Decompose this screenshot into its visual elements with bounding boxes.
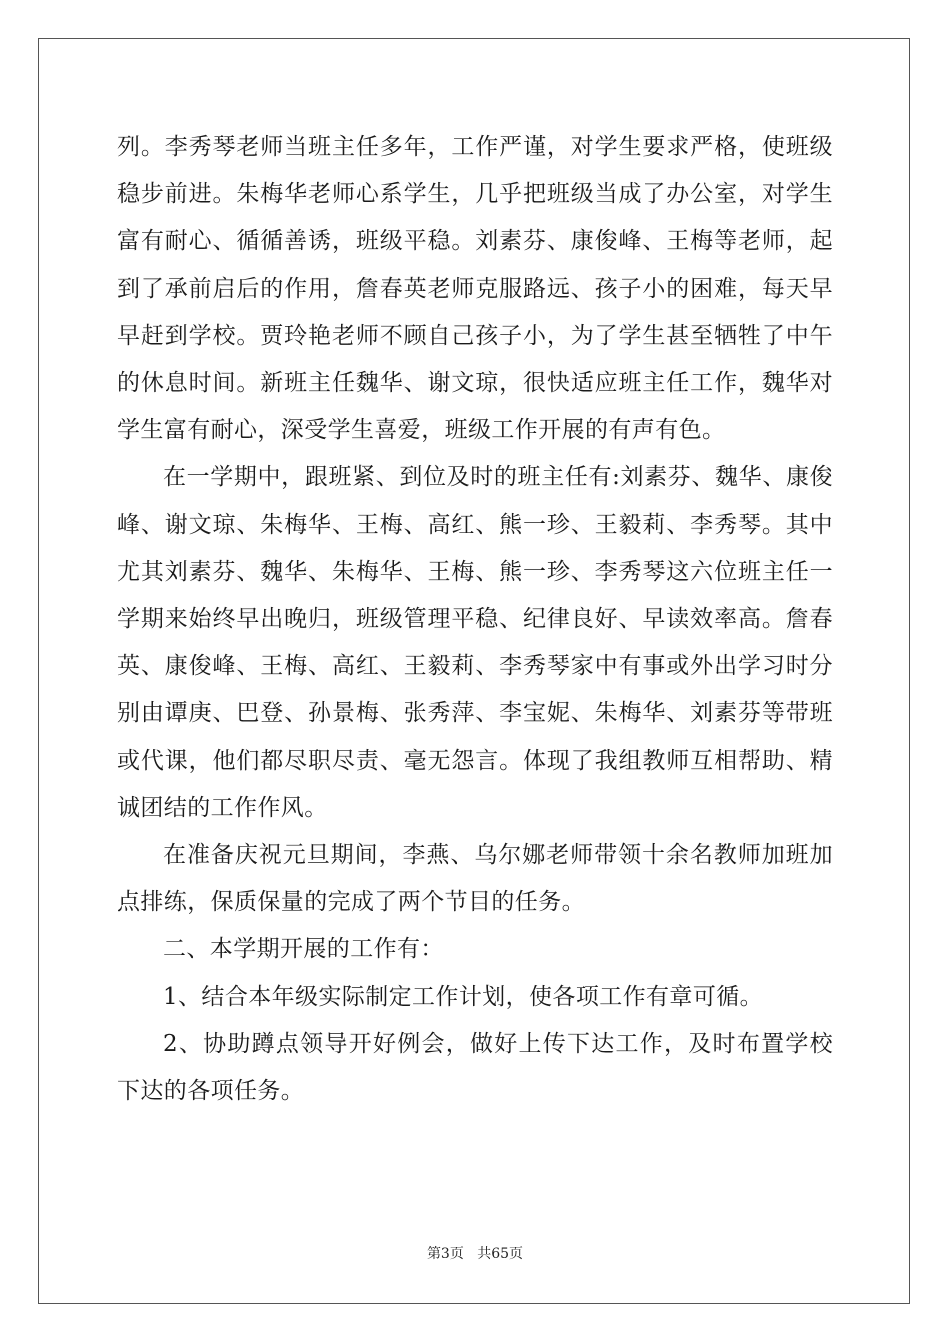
paragraph-3: 在准备庆祝元旦期间，李燕、乌尔娜老师带领十余名教师加班加点排练，保质保量的完成了两个节目的任务。 [117,842,833,916]
document-body [117,124,833,1115]
page-total: 共65页 [477,1246,524,1262]
section-heading: 二、本学期开展的工作有： [163,936,444,963]
page-number: 第3页 [426,1246,464,1262]
paragraph-2: 在一学期中，跟班紧、到位及时的班主任有:刘素芬、魏华、康俊峰、谢文琼、朱梅华、王梅、高红、熊一珍、王毅莉、李秀琴。其中尤其刘素芬、魏华、朱梅华、王梅、熊一珍、李秀琴这六位班主任一学期来始终早出晚归，班级管理平稳、纪律良好、早读效率高。詹春英、康俊峰、王梅、高红、王毅莉、李秀琴家中有事或外出学习时分别由谭庚、巴登、孙景梅、张秀萍、李宝妮、朱梅华、刘素芬等带班或代课，他们都尽职尽责、毫无怨言。体现了我组教师互相帮助、精诚团结的工作作风。 [117,464,833,821]
list-item-2: 2、协助蹲点领导开好例会，做好上传下达工作，及时布置学校下达的各项任务。 [117,1030,833,1105]
paragraph-1: 列。李秀琴老师当班主任多年，工作严谨，对学生要求严格，使班级稳步前进。朱梅华老师心系学生，几乎把班级当成了办公室，对学生富有耐心、循循善诱，班级平稳。刘素芬、康俊峰、王梅等老师，起到了承前启后的作用，詹春英老师克服路远、孩子小的困难，每天早早赶到学校。贾玲艳老师不顾自己孩子小，为了学生甚至牺牲了中午的休息时间。新班主任魏华、谢文琼，很快适应班主任工作，魏华对学生富有耐心，深受学生喜爱，班级工作开展的有声有色。 [117,134,833,444]
list-item-1: 1、结合本年级实际制定工作计划，使各项工作有章可循。 [163,983,764,1010]
page-footer [0,1243,950,1263]
